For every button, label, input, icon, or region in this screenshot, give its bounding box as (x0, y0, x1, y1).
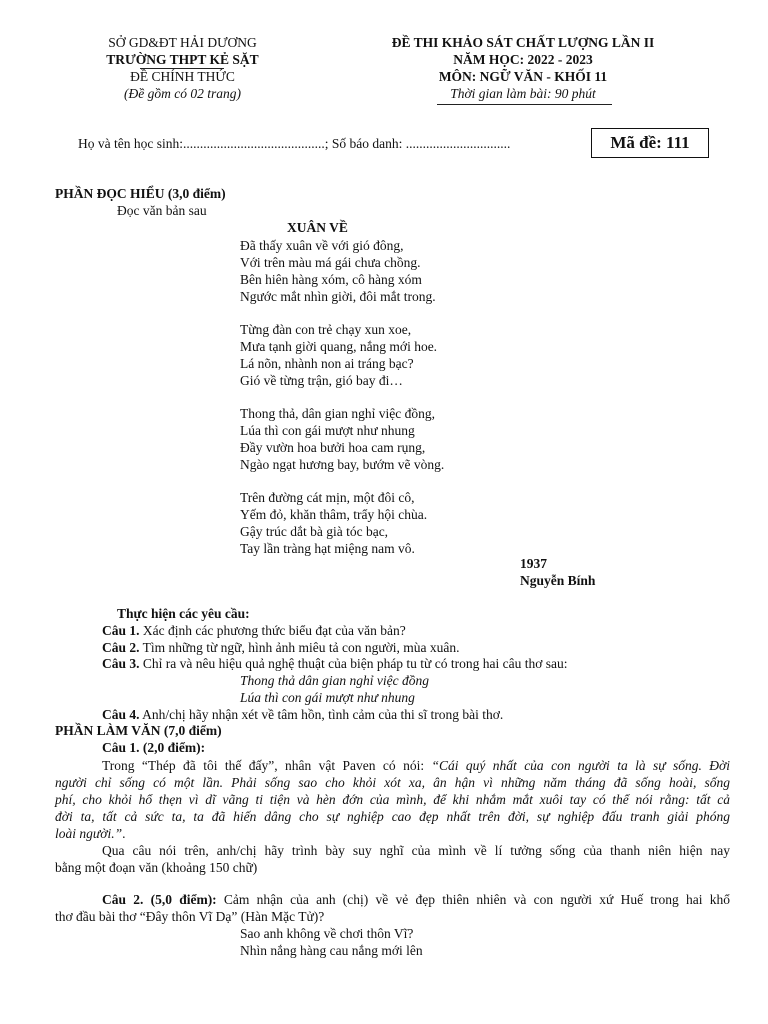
poem-line: Trên đường cát mịn, một đôi cô, (240, 490, 415, 505)
poem-title: XUÂN VỀ (287, 220, 348, 235)
prompt-line (55, 891, 730, 908)
task-line: Qua câu nói trên, anh/chị hãy trình bày suy nghĩ của mình về lí tưởng sống của thanh niên hiện nay (102, 843, 730, 858)
part2-heading: PHẦN LÀM VĂN (7,0 điểm) (55, 723, 222, 738)
question-text: Chỉ ra và nêu hiệu quả nghệ thuật của biện pháp tu từ có trong hai câu thơ sau: (139, 656, 568, 671)
quote-line: phí, cho khỏi hổ thẹn vì dĩ vãng ti tiện và hèn đớn của mình, để khi nhắm mắt xuôi tay có thể nói rằng: tất cả (55, 792, 730, 807)
question-2 (102, 640, 460, 656)
poem-line: Ngước mắt nhìn giời, đôi mắt trong. (240, 289, 436, 304)
essay-question-2-prompt (55, 891, 730, 925)
student-info-line: Họ và tên học sinh:..........................................; Số báo danh: ............................... (78, 136, 511, 151)
school-name: TRƯỜNG THPT KẺ SẶT (106, 52, 259, 67)
question-4 (102, 707, 503, 723)
poem-line: Nhìn nắng hàng cau nắng mới lên (240, 943, 423, 958)
time-allowed: Thời gian làm bài: 90 phút (450, 86, 596, 101)
poem-line: Đã thấy xuân về với gió đông, (240, 238, 404, 253)
poem-stanza-2 (240, 321, 437, 389)
poem-stanza-1 (240, 237, 436, 305)
poem-line: Mưa tạnh giời quang, nắng mới hoe. (240, 339, 438, 354)
subject-title: MÔN: NGỮ VĂN - KHỐI 11 (438, 69, 608, 84)
quote-end-line (55, 825, 730, 842)
poem-line: Tay lần tràng hạt miệng nam vô. (240, 541, 415, 556)
poem-line: Ngào ngạt hương bay, bướm vẽ vòng. (240, 457, 445, 472)
essay-question-1-label: Câu 1. (2,0 điểm): (102, 740, 206, 755)
part1-heading: PHẦN ĐỌC HIỂU (3,0 điểm) (55, 186, 226, 201)
question-label: Câu 1. (102, 623, 140, 638)
part1-intro: Đọc văn bản sau (117, 203, 207, 218)
question-1 (102, 623, 406, 639)
poem-line: Yếm đỏ, khăn thâm, trẩy hội chùa. (240, 507, 428, 522)
requirements-heading: Thực hiện các yêu cầu: (117, 606, 250, 621)
poem-line: Sao anh không về chơi thôn Vĩ? (240, 926, 414, 941)
prompt-text: Cảm nhận của anh (chị) về vẻ đẹp thiên nhiên và con người xứ Huế trong hai khổ (216, 892, 730, 907)
poem-line: Thong thả, dân gian nghỉ việc đồng, (240, 406, 435, 421)
poem-line: Lá nõn, nhành non ai tráng bạc? (240, 356, 414, 371)
prompt-line (55, 757, 730, 774)
question-3 (102, 656, 567, 672)
header-left-divider (140, 68, 224, 69)
prompt-intro: Trong “Thép đã tôi thế đấy”, nhân vật Paven có nói: (102, 758, 432, 773)
essay-question-2-label: Câu 2. (5,0 điểm): (102, 892, 217, 907)
quote-line: người chỉ sống có một lần. Phải sống sao cho khỏi xót xa, ân hận vì những năm tháng đã sống hoài, sống (55, 775, 730, 790)
prompt-line: thơ đầu bài thơ “Đây thôn Vĩ Dạ” (Hàn Mặc Tử)? (55, 909, 325, 924)
task-line: bằng một đoạn văn (khoảng 150 chữ) (55, 860, 258, 875)
question-text: Tìm những từ ngữ, hình ảnh miêu tả con người, mùa xuân. (139, 640, 460, 655)
question-text: Anh/chị hãy nhận xét về tâm hồn, tình cảm của thi sĩ trong bài thơ. (139, 707, 504, 722)
department-name: SỞ GD&ĐT HẢI DƯƠNG (108, 35, 257, 50)
header-right (338, 34, 708, 102)
poem-year: 1937 (520, 556, 547, 571)
poem-stanza-4 (240, 489, 427, 557)
question-text: Xác định các phương thức biểu đạt của văn bản? (139, 623, 406, 638)
poem-line: Gậy trúc dắt bà già tóc bạc, (240, 524, 389, 539)
quote-start: “Cái quý nhất của con người ta là sự sống. Đời (431, 758, 731, 773)
poem-line: Với trên màu má gái chưa chồng. (240, 255, 421, 270)
quoted-verse-line: Lúa thì con gái mượt như nhung (240, 690, 415, 705)
exam-title: ĐỀ THI KHẢO SÁT CHẤT LƯỢNG LẦN II (391, 35, 655, 50)
quoted-verse-line: Thong thả dân gian nghỉ việc đồng (240, 673, 429, 688)
school-year: NĂM HỌC: 2022 - 2023 (453, 52, 593, 67)
poem-line: Gió về từng trận, gió bay đi… (240, 373, 403, 388)
poem2-excerpt (240, 925, 423, 959)
question-label: Câu 2. (102, 640, 140, 655)
official-label: ĐỀ CHÍNH THỨC (130, 69, 235, 84)
exam-code-box: Mã đề: 111 (591, 128, 709, 158)
question-label: Câu 3. (102, 656, 140, 671)
poem-author: Nguyễn Bính (520, 573, 596, 588)
quote-end: loài người.” (55, 826, 123, 841)
poem-stanza-3 (240, 405, 444, 473)
poem-line: Từng đàn con trẻ chạy xun xoe, (240, 322, 412, 337)
poem-line: Đầy vườn hoa bưởi hoa cam rụng, (240, 440, 426, 455)
quote-end-period: . (122, 826, 126, 841)
quote-line: đời ta, tất cả sức ta, ta đã hiến dâng cho sự nghiệp cao đẹp nhất trên đời, sự nghiệp đấu tranh giải phóng (55, 809, 730, 824)
header-right-divider (437, 104, 612, 105)
essay-question-1-prompt (55, 757, 730, 876)
poem-line: Lúa thì con gái mượt như nhung (240, 423, 415, 438)
poem-line: Bên hiên hàng xóm, cô hàng xóm (240, 272, 422, 287)
question-label: Câu 4. (102, 707, 140, 722)
page-count-note: (Đề gồm có 02 trang) (124, 86, 241, 101)
